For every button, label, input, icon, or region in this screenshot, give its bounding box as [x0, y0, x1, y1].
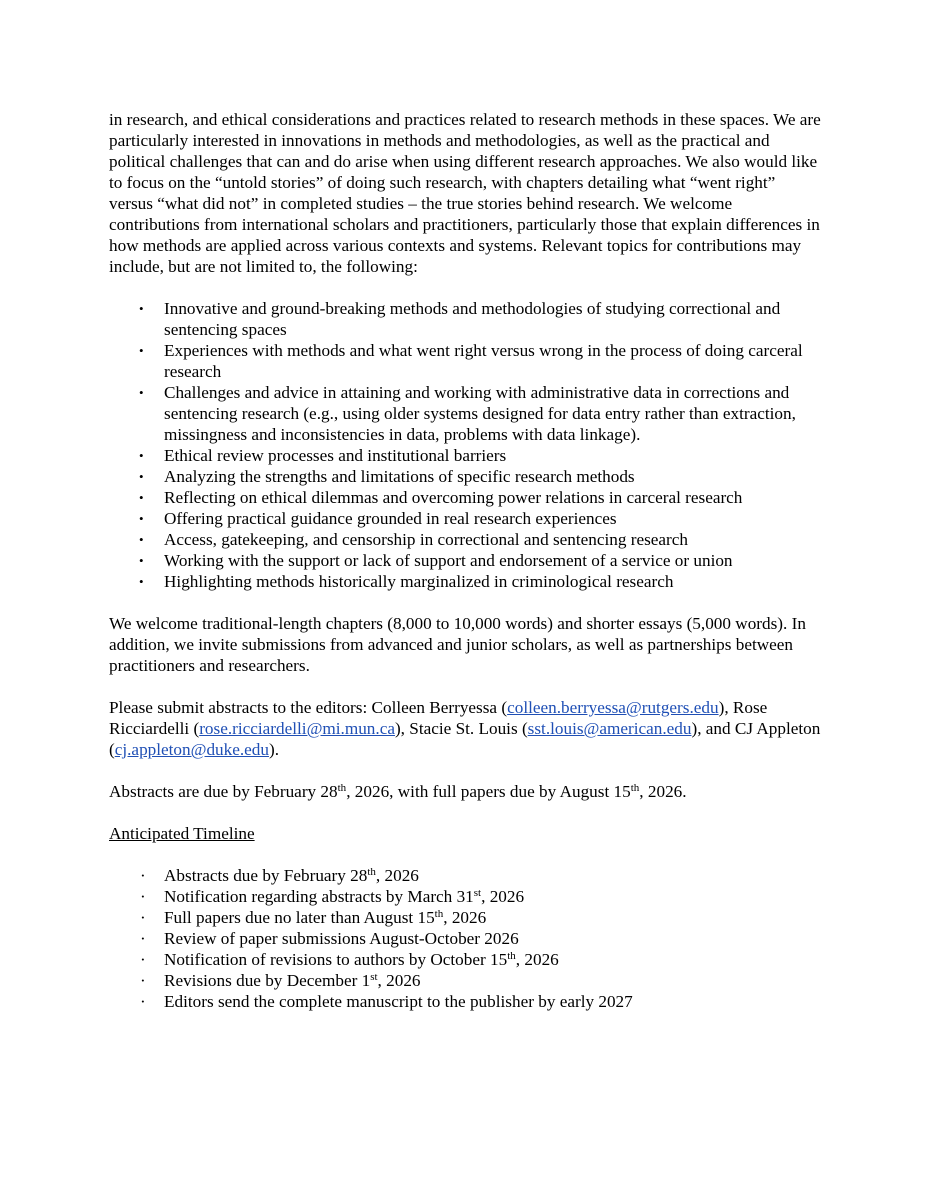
timeline-item: · Review of paper submissions August-October 2026 — [140, 929, 519, 948]
bullet-icon: • — [139, 469, 144, 484]
middle-dot-icon: · — [140, 950, 146, 969]
submission-paragraph: Please submit abstracts to the editors: Colleen Berryessa (colleen.berryessa@rutgers.edu), Rose Ricciardelli (rose.ricciardelli@mi.mun.ca), Stacie St. Louis (sst.louis@american.edu), and CJ Appleton (cj.appleton@duke.edu). — [109, 698, 821, 759]
timeline-item: · Revisions due by December 1st, 2026 — [140, 971, 421, 990]
topic-item: • Experiences with methods and what went right versus wrong in the process of doing carceral research — [139, 341, 803, 381]
bullet-icon: • — [139, 448, 144, 463]
bullet-icon: • — [139, 301, 144, 316]
middle-dot-icon: · — [140, 887, 146, 906]
email-link-appleton[interactable]: cj.appleton@duke.edu — [114, 740, 269, 759]
deadline-paragraph: Abstracts are due by February 28th, 2026, with full papers due by August 15th, 2026. — [109, 782, 687, 801]
topic-item: • Innovative and ground-breaking methods and methodologies of studying correctional and sentencing spaces — [139, 299, 781, 339]
bullet-icon: • — [139, 532, 144, 547]
email-link-berryessa[interactable]: colleen.berryessa@rutgers.edu — [507, 698, 719, 717]
bullet-icon: • — [139, 553, 144, 568]
middle-dot-icon: · — [140, 866, 146, 885]
topic-item: • Reflecting on ethical dilemmas and overcoming power relations in carceral research — [139, 488, 743, 507]
topic-item: • Working with the support or lack of support and endorsement of a service or union — [139, 551, 733, 570]
timeline-item: · Notification of revisions to authors by October 15th, 2026 — [140, 950, 559, 969]
email-link-ricciardelli[interactable]: rose.ricciardelli@mi.mun.ca — [199, 719, 395, 738]
document-body — [109, 109, 821, 1012]
timeline-list — [109, 865, 821, 1012]
topics-list — [109, 298, 821, 592]
bullet-icon: • — [139, 490, 144, 505]
topic-item: • Highlighting methods historically marginalized in criminological research — [139, 572, 674, 591]
bullet-icon: • — [139, 511, 144, 526]
timeline-item: · Editors send the complete manuscript to the publisher by early 2027 — [140, 992, 633, 1011]
topic-item: • Analyzing the strengths and limitations of specific research methods — [139, 467, 635, 486]
timeline-item: · Notification regarding abstracts by March 31st, 2026 — [140, 887, 525, 906]
topic-item: • Challenges and advice in attaining and working with administrative data in corrections and sentencing research (e.g., using older systems designed for data entry rather than extraction, missingness and inconsistencies in data, problems with data linkage). — [139, 383, 796, 444]
topic-item: • Access, gatekeeping, and censorship in correctional and sentencing research — [139, 530, 689, 549]
topic-item: • Ethical review processes and institutional barriers — [139, 446, 507, 465]
email-link-st-louis[interactable]: sst.louis@american.edu — [527, 719, 692, 738]
timeline-item: · Full papers due no later than August 15th, 2026 — [140, 908, 487, 927]
middle-dot-icon: · — [140, 929, 146, 948]
bullet-icon: • — [139, 385, 144, 400]
timeline-heading: Anticipated Timeline — [109, 824, 255, 843]
bullet-icon: • — [139, 574, 144, 589]
intro-paragraph: in research, and ethical considerations and practices related to research methods in these spaces. We are particularly interested in innovations in methods and methodologies, as well as the practical and political challenges that can and do arise when using different research approaches. We also would like to focus on the “untold stories” of doing such research, with chapters detailing what “went right” versus “what did not” in completed studies – the true stories behind research. We welcome contributions from international scholars and practitioners, particularly those that explain differences in how methods are applied across various contexts and systems. Relevant topics for contributions may include, but are not limited to, the following: — [109, 110, 821, 276]
middle-dot-icon: · — [140, 908, 146, 927]
bullet-icon: • — [139, 343, 144, 358]
topic-item: • Offering practical guidance grounded in real research experiences — [139, 509, 617, 528]
middle-dot-icon: · — [140, 971, 146, 990]
middle-dot-icon: · — [140, 992, 146, 1011]
chapters-paragraph: We welcome traditional-length chapters (8,000 to 10,000 words) and shorter essays (5,000 words). In addition, we invite submissions from advanced and junior scholars, as well as partnerships between practitioners and researchers. — [109, 614, 806, 675]
timeline-item: · Abstracts due by February 28th, 2026 — [140, 866, 419, 885]
